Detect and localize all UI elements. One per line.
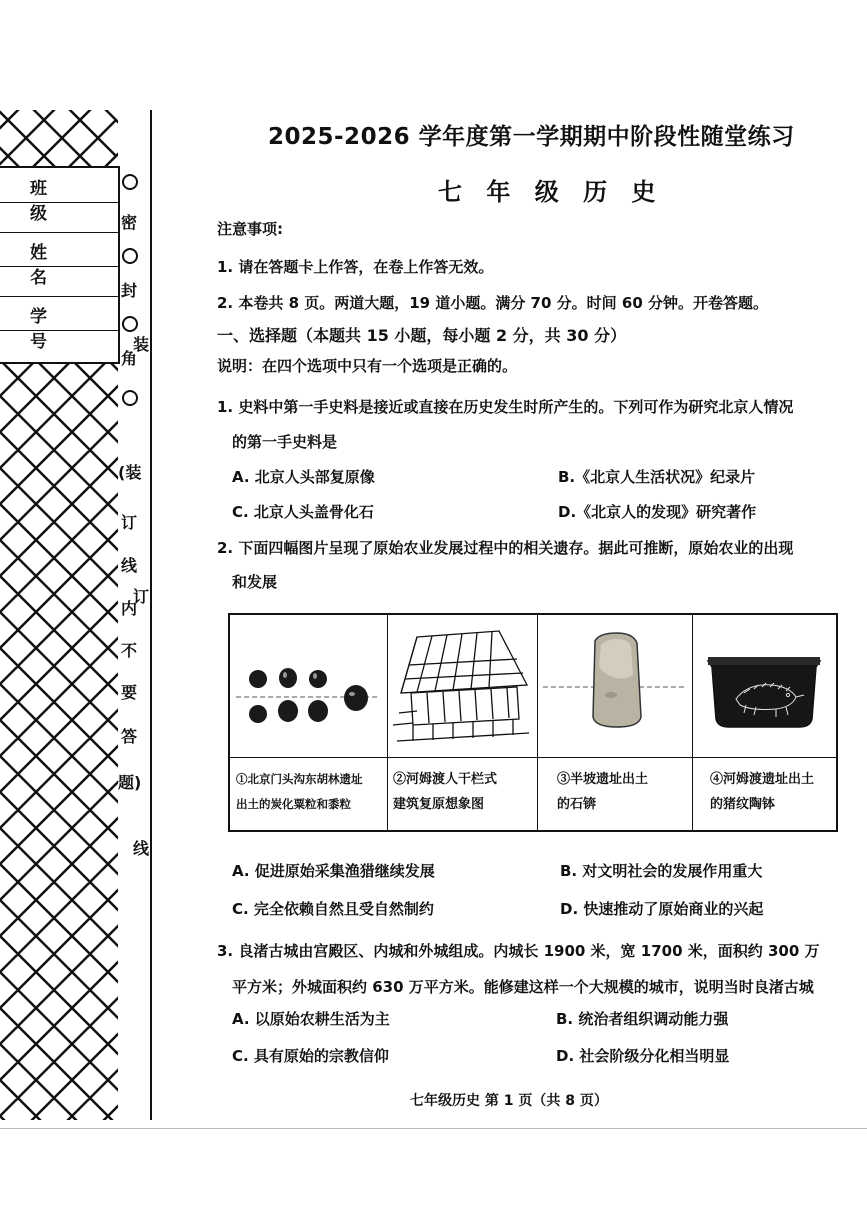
seal-char: 角 bbox=[120, 349, 137, 368]
student-id-line bbox=[0, 330, 118, 331]
binding-lattice-bottom bbox=[0, 360, 118, 1120]
seal-char: (装 bbox=[118, 463, 142, 482]
seal-circle bbox=[122, 248, 138, 264]
q2-option-d[interactable]: D. 快速推动了原始商业的兴起 bbox=[560, 900, 764, 918]
notes-heading: 注意事项: bbox=[217, 220, 283, 238]
image-cell-stone-adze bbox=[537, 615, 693, 830]
section-heading: 一、选择题（本题共 15 小题，每小题 2 分，共 30 分） bbox=[217, 326, 627, 345]
seal-char: 要 bbox=[120, 683, 137, 702]
question-2-image-table bbox=[228, 613, 838, 832]
q1-option-b[interactable]: B.《北京人生活状况》纪录片 bbox=[558, 468, 756, 486]
q1-option-c[interactable]: C. 北京人头盖骨化石 bbox=[232, 503, 374, 521]
seal-circle bbox=[122, 174, 138, 190]
q3-option-b[interactable]: B. 统治者组织调动能力强 bbox=[556, 1010, 729, 1028]
name-label: 姓 名 bbox=[30, 243, 73, 288]
binding-lattice-top bbox=[0, 110, 118, 166]
image-caption-1: ①北京门头沟东胡林遗址 出土的炭化粟粒和黍粒 bbox=[236, 772, 363, 811]
seal-char: 不 bbox=[120, 641, 137, 660]
student-id-label: 学 号 bbox=[30, 307, 73, 352]
section-instruction: 说明：在四个选项中只有一个选项是正确的。 bbox=[217, 357, 518, 375]
student-info-box bbox=[0, 166, 120, 364]
seal-char: 线 bbox=[120, 556, 137, 575]
q1-option-d[interactable]: D.《北京人的发现》研究著作 bbox=[558, 503, 757, 521]
image-cell-stilt-house bbox=[387, 615, 538, 830]
page-bottom-rule bbox=[0, 1128, 867, 1129]
binding-seal-line bbox=[150, 110, 152, 1120]
seal-char: 题) bbox=[118, 773, 142, 792]
seal-circle bbox=[122, 390, 138, 406]
question-2-stem: 2. 下面四幅图片呈现了原始农业发展过程中的相关遗存。据此可推断，原始农业的出现 bbox=[217, 539, 794, 557]
exam-title: 2025-2026 学年度第一学期期中阶段性随堂练习 bbox=[268, 124, 795, 150]
name-field[interactable] bbox=[0, 232, 118, 297]
image-cell-pig-bowl bbox=[692, 615, 836, 830]
seal-char: 密 bbox=[120, 213, 137, 232]
question-3-stem: 3. 良渚古城由宫殿区、内城和外城组成。内城长 1900 米，宽 1700 米，面积约 300 万 bbox=[217, 942, 820, 960]
exam-subtitle: 七 年 级 历 史 bbox=[438, 178, 664, 206]
seal-char: 内 bbox=[120, 599, 137, 618]
seal-char: 订 bbox=[132, 587, 149, 606]
q2-option-c[interactable]: C. 完全依赖自然且受自然制约 bbox=[232, 900, 434, 918]
stilt-house-image bbox=[387, 615, 537, 757]
student-id-field[interactable] bbox=[0, 296, 118, 360]
q2-option-a[interactable]: A. 促进原始采集渔猎继续发展 bbox=[232, 862, 435, 880]
question-1-stem: 1. 史料中第一手史料是接近或直接在历史发生时所产生的。下列可作为研究北京人情况 bbox=[217, 398, 794, 416]
q2-option-b[interactable]: B. 对文明社会的发展作用重大 bbox=[560, 862, 763, 880]
name-line bbox=[0, 266, 118, 267]
cell-divider bbox=[387, 757, 537, 758]
cell-divider bbox=[537, 757, 692, 758]
cell-divider bbox=[692, 757, 836, 758]
note-item: 1. 请在答题卡上作答，在卷上作答无效。 bbox=[217, 258, 494, 276]
page-footer: 七年级历史 第 1 页（共 8 页） bbox=[410, 1093, 608, 1109]
class-line bbox=[0, 202, 118, 203]
cell-divider bbox=[230, 757, 387, 758]
seal-char: 装 bbox=[132, 335, 149, 354]
note-item: 2. 本卷共 8 页。两道大题，19 道小题。满分 70 分。时间 60 分钟。开卷答题。 bbox=[217, 294, 768, 312]
question-2-stem-cont: 和发展 bbox=[232, 573, 278, 591]
seal-circle bbox=[122, 316, 138, 332]
seal-char: 线 bbox=[132, 839, 149, 858]
class-label: 班 级 bbox=[30, 179, 73, 224]
seal-char: 封 bbox=[120, 281, 137, 300]
q1-option-a[interactable]: A. 北京人头部复原像 bbox=[232, 468, 375, 486]
seal-char: 订 bbox=[120, 513, 137, 532]
q3-option-d[interactable]: D. 社会阶级分化相当明显 bbox=[556, 1047, 730, 1065]
class-field[interactable] bbox=[0, 168, 118, 233]
stone-adze-image bbox=[537, 615, 692, 757]
image-caption-4: ④河姆渡遗址出土 的猪纹陶钵 bbox=[710, 772, 815, 812]
question-1-stem-cont: 的第一手史料是 bbox=[232, 433, 338, 451]
carbonized-grains-image bbox=[230, 615, 387, 757]
binding-seal-column bbox=[118, 110, 148, 1120]
q3-option-c[interactable]: C. 具有原始的宗教信仰 bbox=[232, 1047, 389, 1065]
q3-option-a[interactable]: A. 以原始农耕生活为主 bbox=[232, 1010, 390, 1028]
image-caption-2: ②河姆渡人干栏式 建筑复原想象图 bbox=[393, 772, 498, 812]
image-caption-3: ③半坡遗址出土 的石锛 bbox=[557, 772, 649, 812]
seal-char: 答 bbox=[120, 727, 137, 746]
image-cell-grains bbox=[230, 615, 388, 830]
pig-pottery-bowl-image bbox=[692, 615, 836, 757]
question-3-stem-cont: 平方米；外城面积约 630 万平方米。能修建这样一个大规模的城市，说明当时良渚古城 bbox=[232, 978, 814, 996]
